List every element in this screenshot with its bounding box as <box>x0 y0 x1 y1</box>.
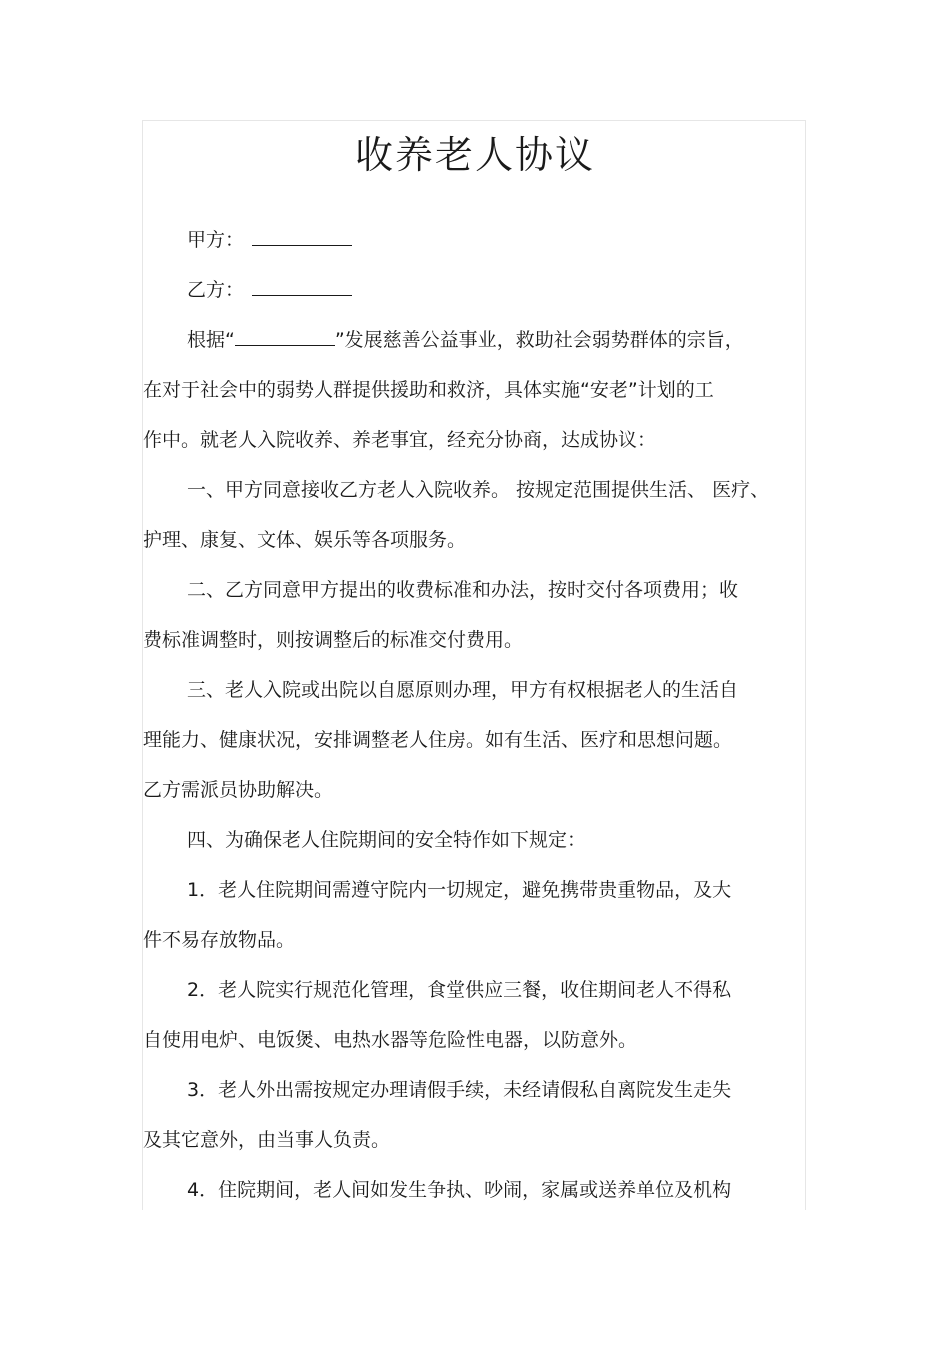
rule-2-line-1: 2．老人院实行规范化管理，食堂供应三餐，收住期间老人不得私 <box>187 979 732 1001</box>
clause-1-line-1: 一、甲方同意接收乙方老人入院收养。 按规定范围提供生活、 医疗、 <box>187 479 770 501</box>
clause-2-line-2: 费标准调整时，则按调整后的标准交付费用。 <box>143 629 524 651</box>
rule-3-line-2: 及其它意外，由当事人负责。 <box>143 1129 391 1151</box>
clause-3-line-3: 乙方需派员协助解决。 <box>143 779 334 801</box>
clause-1-line-2: 护理、康复、文体、娱乐等各项服务。 <box>143 529 467 551</box>
party-a-blank <box>252 229 352 246</box>
rule-1-line-2: 件不易存放物品。 <box>143 929 296 951</box>
party-b-blank <box>252 279 352 296</box>
intro-text-after-blank: ”发展慈善公益事业，救助社会弱势群体的宗旨， <box>334 329 744 351</box>
organization-blank <box>235 329 335 346</box>
party-b-label: 乙方： <box>187 279 245 301</box>
clause-4-heading: 四、为确保老人住院期间的安全特作如下规定： <box>187 829 587 851</box>
party-a-line <box>187 226 354 254</box>
rule-4-line-1: 4．住院期间，老人间如发生争执、吵闹，家属或送养单位及机构 <box>187 1179 732 1201</box>
clause-3-line-2: 理能力、健康状况，安排调整老人住房。如有生活、医疗和思想问题。 <box>143 729 733 751</box>
party-b-line <box>187 276 354 304</box>
rule-3-line-1: 3．老人外出需按规定办理请假手续，未经请假私自离院发生走失 <box>187 1079 732 1101</box>
intro-line-2: 在对于社会中的弱势人群提供援助和救济，具体实施“安老”计划的工 <box>143 379 714 401</box>
party-a-label: 甲方： <box>187 229 245 251</box>
intro-text-before-blank: 根据“ <box>187 329 235 351</box>
clause-3-line-1: 三、老人入院或出院以自愿原则办理，甲方有权根据老人的生活自 <box>187 679 739 701</box>
rule-2-line-2: 自使用电炉、电饭煲、电热水器等危险性电器，以防意外。 <box>143 1029 638 1051</box>
rule-1-line-1: 1．老人住院期间需遵守院内一切规定，避免携带贵重物品，及大 <box>187 879 732 901</box>
intro-line-1 <box>187 326 744 354</box>
intro-line-3: 作中。就老人入院收养、养老事宜，经充分协商，达成协议： <box>143 429 657 451</box>
clause-2-line-1: 二、乙方同意甲方提出的收费标准和办法，按时交付各项费用；收 <box>187 579 739 601</box>
document-title: 收养老人协议 <box>354 133 595 177</box>
